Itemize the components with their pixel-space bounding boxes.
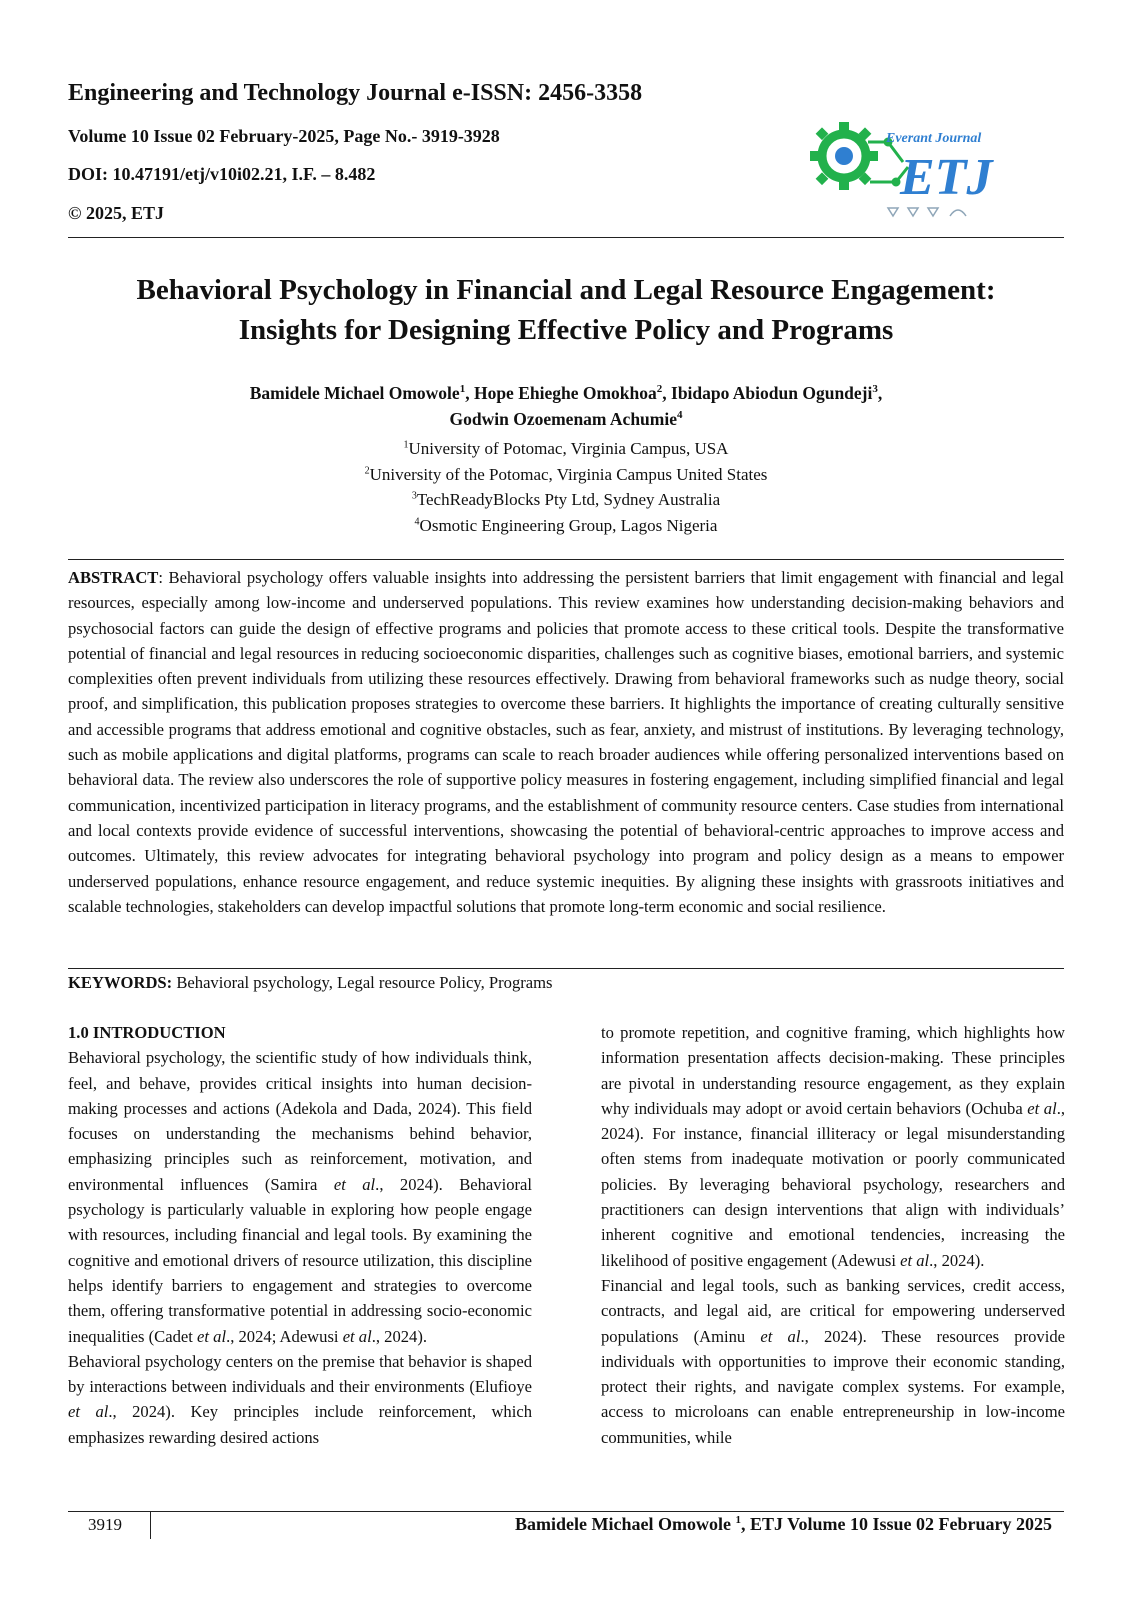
keywords: [68, 973, 553, 993]
author-list: [80, 380, 1052, 432]
footer-divider: [150, 1511, 151, 1539]
affiliation-list: [80, 436, 1052, 538]
author-line-1: [80, 380, 1052, 406]
copyright: © 2025, ETJ: [68, 203, 164, 223]
abstract-label: ABSTRACT: [68, 568, 159, 587]
citation-sup: 1: [735, 1514, 741, 1526]
author-sup: 2: [656, 383, 663, 396]
text-run: Behavioral psychology, the scientific study of how individuals think, feel, and behave, provides critical insights into human decision-making processes and actions (Adekola and Dada, 2024). This field focuses on understanding the mechanisms behind behavior, emphasizing principles such as reinforcement, motivation, and environmental influences (Samira: [68, 1048, 532, 1194]
author-line-2: [80, 406, 1052, 432]
text-run-italic: et al: [333, 1174, 376, 1194]
affiliation-sup: 3: [411, 490, 417, 502]
citation-author: Bamidele Michael Omowole: [515, 1514, 731, 1534]
text-run: ., 2024).: [929, 1250, 985, 1270]
running-citation: [515, 1514, 1052, 1535]
text-run: Behavioral psychology centers on the premise that behavior is shaped by interactions between individuals and their environments (Elufioye: [68, 1351, 532, 1397]
affiliation: [80, 462, 1052, 488]
title-line-2: Insights for Designing Effective Policy and Programs: [238, 314, 894, 346]
text-run: ., 2024). Behavioral psychology is particularly valuable in exploring how people engage with resources, including financial and legal tools. By examining the cognitive and emotional drivers of resource utilization, this discipline helps identify barriers to engagement and strategies to overcome them, offering transformative potential in addressing socio-economic inequalities (Cadet: [68, 1174, 532, 1346]
body-column-right: [601, 1020, 1065, 1450]
affiliation-text: TechReadyBlocks Pty Ltd, Sydney Australia: [416, 490, 721, 509]
logo-main-text: ETJ: [900, 149, 993, 206]
affiliation: [80, 513, 1052, 539]
affiliation-sup: 4: [414, 515, 420, 527]
text-run-italic: et al: [197, 1326, 227, 1346]
logo-subtitle: Everant Journal: [886, 131, 982, 146]
title-line-1: Behavioral Psychology in Financial and Legal Resource Engagement:: [136, 274, 996, 306]
abstract-text: : Behavioral psychology offers valuable insights into addressing the persistent barriers that limit engagement with financial and legal resources, especially among low-income and underserved populations. This review examines how understanding decision-making behaviors and psychosocial factors can guide the design of effective programs and policies that promote access to these critical tools. Despite the transformative potential of financial and legal resources in reducing socioeconomic disparities, challenges such as cognitive biases, emotional barriers, and systemic complexities often prevent individuals from utilizing these resources effectively. Drawing from behavioral frameworks such as nudge theory, social proof, and simplification, this publication proposes strategies to overcome these barriers. It highlights the importance of creating culturally sensitive and accessible programs that address emotional and cognitive obstacles, such as fear, anxiety, and mistrust of institutions. By leveraging technology, such as mobile applications and digital platforms, programs can scale to reach broader audiences while offering personalized interventions based on behavioral data. The review also underscores the role of supportive policy measures in fostering engagement, including simplified financial and legal communication, incentivized participation in literacy programs, and the establishment of community resource centers. Case studies from international and local contexts provide evidence of successful interventions, showcasing the potential of behavioral-centric approaches to improve access and outcomes. Ultimately, this review advocates for integrating behavioral psychology into program and policy design as a means to empower underserved populations, enhance resource engagement, and reduce systemic inequities. By aligning these insights with grassroots initiatives and scalable technologies, stakeholders can develop impactful solutions that promote long-term economic and social resilience.: [68, 568, 1064, 916]
author-name: Ibidapo Abiodun Ogundeji: [671, 383, 873, 403]
affiliation-sup: 2: [364, 464, 370, 476]
author-name: Hope Ehieghe Omokhoa: [473, 383, 657, 403]
text-run: ., 2024). Key principles include reinforcement, which emphasizes rewarding desired actions: [68, 1402, 533, 1447]
author-sup: 1: [459, 383, 466, 396]
keywords-text: Behavioral psychology, Legal resource Policy, Programs: [172, 973, 553, 992]
affiliation: [80, 487, 1052, 513]
affiliation-text: Osmotic Engineering Group, Lagos Nigeria: [419, 515, 718, 535]
doi-info: DOI: 10.47191/etj/v10i02.21, I.F. – 8.482: [68, 164, 376, 184]
text-run: ., 2024).: [371, 1326, 428, 1346]
etj-logo: [808, 112, 1018, 222]
text-run-italic: et al: [68, 1402, 109, 1422]
affiliation-text: University of Potomac, Virginia Campus, USA: [408, 439, 729, 458]
text-run: to promote repetition, and cognitive framing, which highlights how information presentation affects decision-making. These principles are pivotal in understanding resource engagement, as they explain why individuals may adopt or avoid certain behaviors (Ochuba: [601, 1023, 1065, 1118]
journal-title: Engineering and Technology Journal e-ISSN: 2456-3358: [68, 80, 643, 106]
text-run-italic: et al: [900, 1250, 930, 1270]
paragraph: [601, 1020, 1065, 1273]
author-name: Godwin Ozoemenam Achumie: [449, 409, 677, 429]
paragraph: [68, 1349, 532, 1450]
gear-icon: [810, 122, 878, 190]
text-run: Financial and legal tools, such as banking services, credit access, contracts, and legal aid, are critical for empowering underserved populations (Aminu: [601, 1275, 1065, 1346]
footer-rule: [68, 1511, 1064, 1512]
section-heading: 1.0 INTRODUCTION: [68, 1023, 226, 1042]
abstract-bottom-rule: [68, 968, 1064, 969]
author-sep: ,: [465, 383, 474, 403]
citation-rest: , ETJ Volume 10 Issue 02 February 2025: [740, 1514, 1052, 1534]
text-run: ., 2024; Adewusi: [226, 1326, 343, 1346]
affiliation-text: University of the Potomac, Virginia Campus United States: [369, 464, 768, 484]
text-run-italic: et al: [760, 1326, 801, 1346]
author-name: Bamidele Michael Omowole: [249, 383, 460, 403]
paper-title: [80, 270, 1052, 350]
text-run: ., 2024). For instance, financial illiteracy or legal misunderstanding often stems from inadequate motivation or poorly communicated policies. By leveraging behavioral psychology, researchers and practitioners can design interventions that align with individuals’ inherent cognitive and emotional tendencies, increasing the likelihood of positive engagement (Adewusi: [601, 1098, 1065, 1270]
author-sup: 4: [677, 409, 683, 422]
abstract-top-rule: [68, 559, 1064, 560]
author-sep: ,: [877, 383, 883, 403]
paragraph: [68, 1045, 532, 1349]
logo-decor-icon: [888, 208, 966, 216]
affiliation: [80, 436, 1052, 462]
body-column-left: [68, 1020, 532, 1450]
author-sup: 3: [872, 383, 878, 396]
volume-info: Volume 10 Issue 02 February-2025, Page No.- 3919-3928: [68, 126, 500, 146]
text-run: ., 2024). These resources provide individuals with opportunities to improve their economic standing, protect their rights, and navigate complex systems. For example, access to microloans can enable entrepreneurship in low-income communities, while: [601, 1326, 1065, 1447]
paragraph: [601, 1273, 1065, 1450]
text-run-italic: et al: [1027, 1098, 1057, 1118]
page-number: 3919: [88, 1515, 122, 1534]
text-run-italic: et al: [342, 1326, 372, 1346]
abstract: [68, 565, 1064, 919]
header-rule: [68, 237, 1064, 238]
keywords-label: KEYWORDS:: [68, 973, 173, 992]
affiliation-sup: 1: [403, 439, 409, 451]
author-sep: ,: [662, 383, 672, 403]
